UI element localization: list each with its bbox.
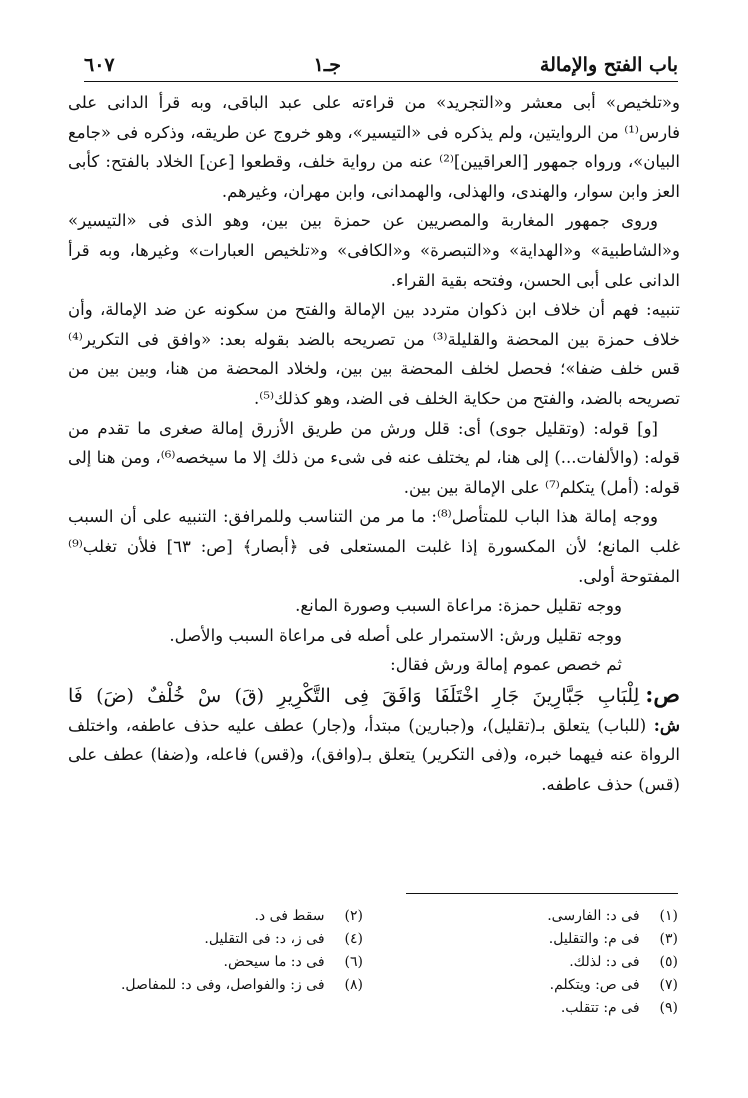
footnote-rule	[406, 893, 678, 894]
footnote-text: فى ص: ويتكلم.	[549, 977, 640, 993]
footnote-text: فى د: الفارسى.	[547, 908, 640, 924]
paragraph: ثم خصص عموم إمالة ورش فقال:	[390, 655, 622, 675]
footnote-text: فى ز: والفواصل، وفى د: للمفاصل.	[120, 977, 325, 993]
footnote	[68, 951, 363, 974]
footnote-text: فى ز، د: فى التقليل.	[204, 931, 325, 947]
footnote-text: فى م: والتقليل.	[548, 931, 640, 947]
verse-text: لِلْبَابِ جَبَّارِينَ جَارِ اخْتَلَفَا وَافَقَ فِى التَّكْرِيرِ (قَ) سْ خُلْفٌ (ضَ) فَا	[68, 684, 640, 707]
paragraph: ووجه تقليل حمزة: مراعاة السبب وصورة المانع.	[295, 596, 622, 616]
footnote-number: (٧)	[659, 977, 678, 993]
footnote	[383, 974, 678, 997]
footnote-number: (٣)	[659, 931, 678, 947]
header-rule	[84, 81, 678, 82]
paragraph: [و] قوله: (وتقليل جوى) أى: قلل ورش من طريق الأزرق إمالة صغرى ما تقدم من قوله: (والألفات...) إلى هنا، لم يختلف عنه فى شىء من ذلك إلا ما سيخصه⁽⁶⁾، ومن هنا إلى قوله: (أمل) يتكلم⁽⁷⁾ على الإمالة بين بين.	[68, 418, 680, 497]
chapter-title: باب الفتح والإمالة	[539, 54, 678, 76]
verse-line	[68, 680, 680, 711]
commentary-text: (للباب) يتعلق بـ(تقليل)، و(جبارين) مبتدأ، و(جار) عطف عليه حذف عاطفه، واختلف الرواة عنه فيهما خبره، و(فى التكرير) يتعلق بـ(وافق)، و(قس) فاعله، و(ضفا) عطف على (قس) حذف عاطفه.	[68, 715, 680, 795]
footnote-number: (٢)	[344, 908, 363, 924]
footnote-text: فى د: لذلك.	[569, 954, 640, 970]
footnote-number: (٤)	[344, 931, 363, 947]
volume-label: جـ١	[313, 54, 342, 76]
footnote-text: فى د: ما سيحض.	[223, 954, 325, 970]
footnotes	[68, 905, 678, 1020]
page-number: ٦٠٧	[84, 54, 115, 76]
footnote-number: (٨)	[344, 977, 363, 993]
commentary	[68, 711, 680, 800]
footnote	[383, 997, 678, 1020]
paragraph: ووجه إمالة هذا الباب للمتأصل⁽⁸⁾: ما مر من التناسب وللمرافق: التنبيه على أن السبب غلب المانع؛ لأن المكسورة إذا غلبت المستعلى فى ﴿أبصار﴾ [ص: ٦٣] فلأن تغلب⁽⁹⁾ المفتوحة أولى.	[68, 507, 680, 586]
footnote-number: (٥)	[659, 954, 678, 970]
footnote	[383, 905, 678, 928]
footnote	[68, 974, 363, 997]
paragraph: و«تلخيص» أبى معشر و«التجريد» من قراءته على عبد الباقى، وبه قرأ الدانى على فارس⁽¹⁾ من الروايتين، ولم يذكره فى «التيسير»، وهو خروج عن طريقه، وذكره فى «جامع البيان»، ورواه جمهور [العراقيين]⁽²⁾ عنه من رواية خلف، وقطعوا [عن] الخلاد بالفتح: كأبى العز وابن سوار، والهندى، والهذلى، والهمدانى، وابن مهران، وغيرهم.	[68, 93, 680, 201]
footnote-number: (٩)	[659, 1000, 678, 1016]
paragraph: ووجه تقليل ورش: الاستمرار على أصله فى مراعاة السبب والأصل.	[169, 625, 622, 645]
footnote	[383, 951, 678, 974]
footnote-number: (٦)	[344, 954, 363, 970]
paragraph: وروى جمهور المغاربة والمصريين عن حمزة بين بين، وهو الذى فى «التيسير» و«الشاطبية» و«الهداية» و«التبصرة» و«الكافى» و«تلخيص العبارات» وغيرها، وبه قرأ الدانى على أبى الحسن، وفتحه بقية القراء.	[68, 211, 680, 290]
footnote-text: سقط فى د.	[254, 908, 325, 924]
footnote	[68, 928, 363, 951]
footnote-text: فى م: تتقلب.	[560, 1000, 640, 1016]
commentary-marker: ش:	[653, 715, 680, 735]
footnote	[383, 928, 678, 951]
paragraph: تنبيه: فهم أن خلاف ابن ذكوان متردد بين الإمالة والفتح من سكونه عن ضد الإمالة، وأن خلاف حمزة بين المحضة والقليلة⁽³⁾ من تصريحه بالضد بقوله بعد: «وافق فى التكرير⁽⁴⁾ قس خلف ضفا»؛ فحصل لخلف المحضة بين بين، ولخلاد المحضة من هنا، وبين بين من تصريحه بالضد، والفتح من حكاية الخلف فى الضد، وهو كذلك⁽⁵⁾.	[68, 300, 680, 408]
footnote-number: (١)	[659, 908, 678, 924]
footnote	[68, 905, 363, 928]
page-header	[84, 40, 678, 76]
verse-marker: ص:	[645, 681, 680, 708]
main-text	[68, 88, 680, 800]
